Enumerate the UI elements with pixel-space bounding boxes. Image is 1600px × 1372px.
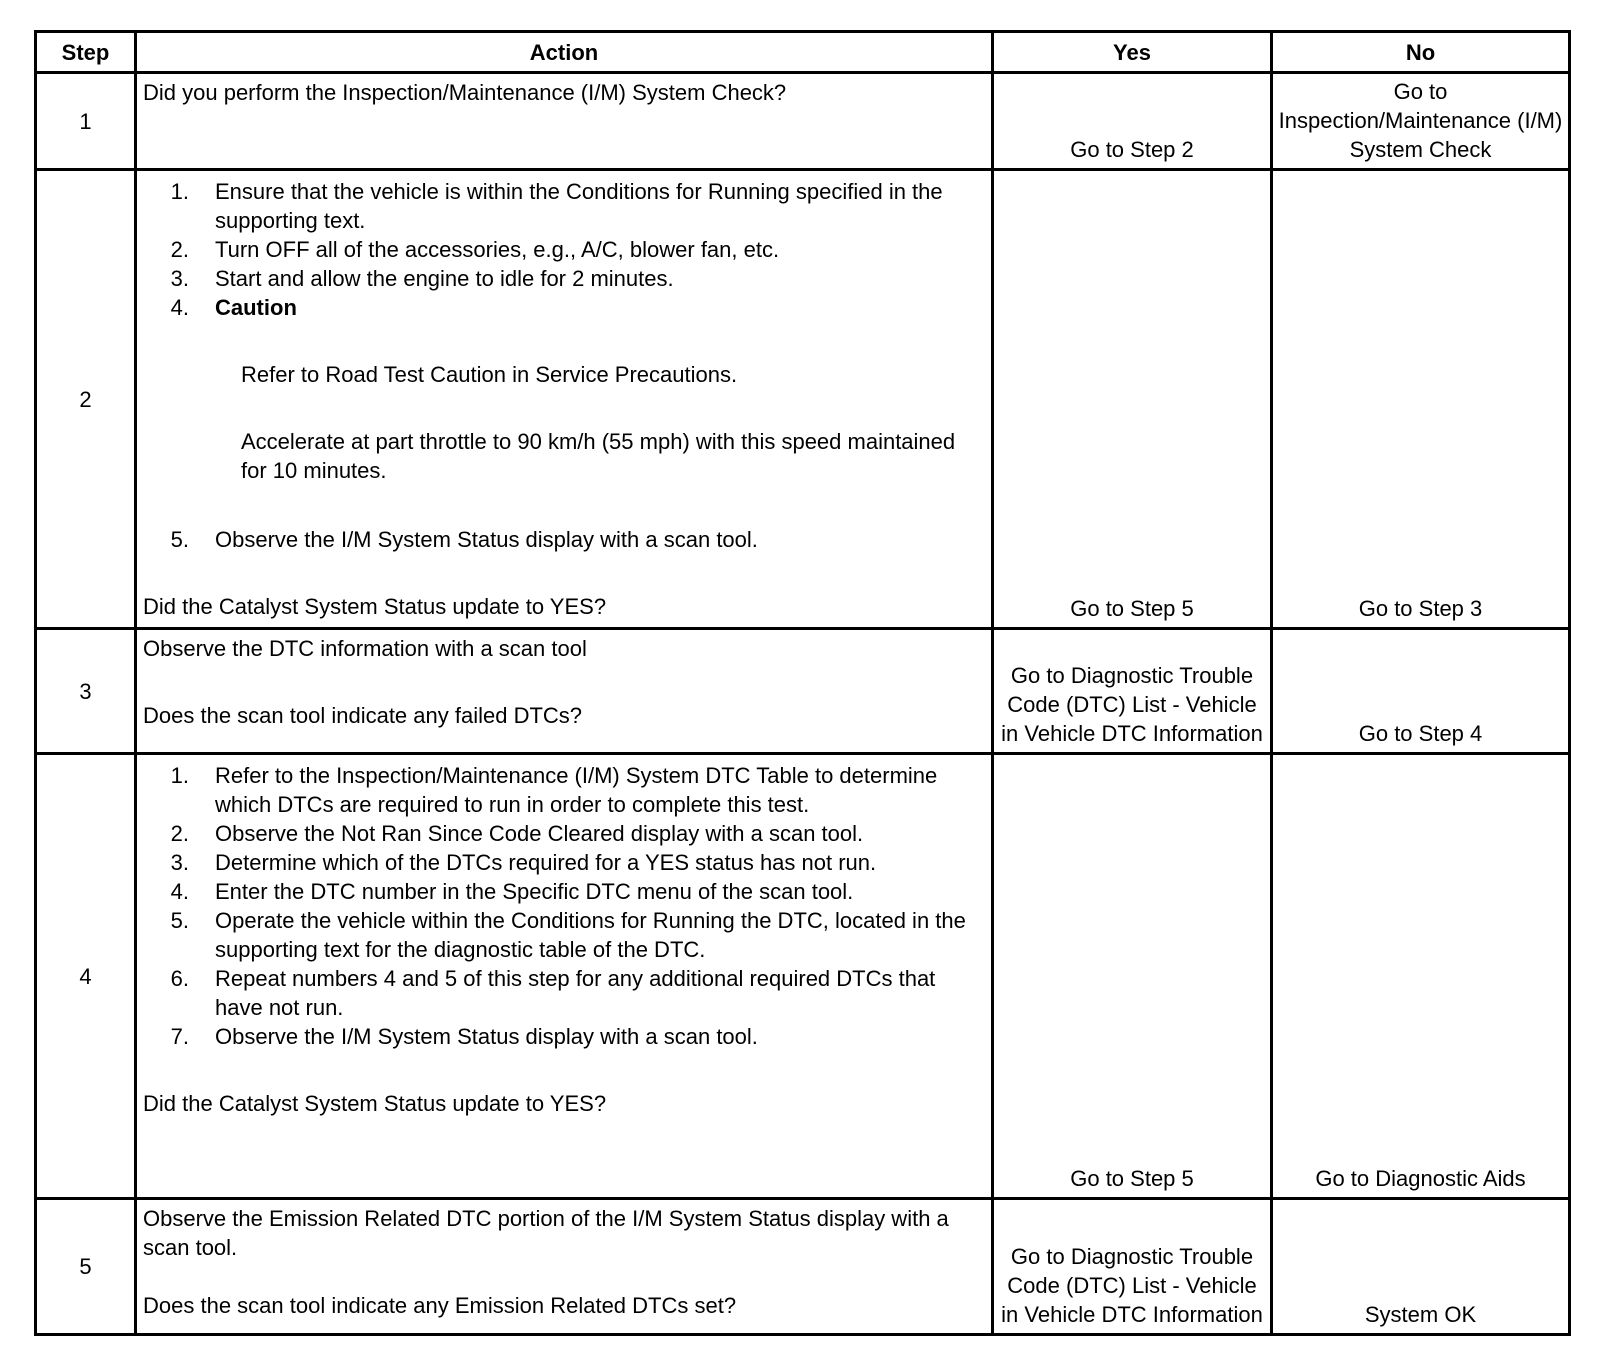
yes-cell: Go to Diagnostic Trouble Code (DTC) List - Vehicle in Vehicle DTC Information [993,629,1272,754]
header-no: No [1272,32,1570,73]
list-item: 2. Turn OFF all of the accessories, e.g., A/C, blower fan, etc. [170,237,780,262]
list-item: 7. Observe the I/M System Status display with a scan tool. [170,1024,758,1049]
table-row-step-5 [36,1199,1570,1335]
action-text: Did you perform the Inspection/Maintenance (I/M) System Check? [143,80,787,105]
yes-cell: Go to Diagnostic Trouble Code (DTC) List - Vehicle in Vehicle DTC Information [993,1199,1272,1335]
header-row [36,32,1570,73]
step-number: 3 [36,629,136,754]
step-number: 2 [36,170,136,629]
header-yes: Yes [993,32,1272,73]
list-item: 6. Repeat numbers 4 and 5 of this step for any additional required DTCs that have not run. [170,966,936,1020]
no-cell: System OK [1272,1199,1570,1335]
action-question: Did the Catalyst System Status update to YES? [143,594,607,619]
no-cell: Go to Step 4 [1272,629,1570,754]
action-cell [136,73,993,170]
diagnostic-table [34,30,1571,1336]
step-number: 1 [36,73,136,170]
caution-label: Caution [215,295,297,320]
no-cell: Go to Inspection/Maintenance (I/M) System Check [1272,73,1570,170]
action-steps-list [143,761,985,1051]
action-steps-list [143,525,985,554]
action-cell [136,754,993,1199]
header-action: Action [136,32,993,73]
action-cell [136,1199,993,1335]
header-step: Step [36,32,136,73]
yes-cell: Go to Step 5 [993,754,1272,1199]
step-number: 4 [36,754,136,1199]
caution-note: Refer to Road Test Caution in Service Precautions. [241,362,738,387]
list-item: 1. Ensure that the vehicle is within the Conditions for Running specified in the supporting text. [170,179,943,233]
table-row-step-2 [36,170,1570,629]
action-question: Does the scan tool indicate any Emission Related DTCs set? [143,1293,737,1318]
accelerate-note: Accelerate at part throttle to 90 km/h (55 mph) with this speed maintained for 10 minutes. [241,429,956,483]
action-steps-list [143,177,985,322]
action-text: Observe the Emission Related DTC portion of the I/M System Status display with a scan tool. [143,1206,949,1260]
list-item: 4. Caution [143,293,985,322]
table-row-step-4 [36,754,1570,1199]
yes-cell: Go to Step 2 [993,73,1272,170]
step-number: 5 [36,1199,136,1335]
action-cell [136,170,993,629]
list-item: 2. Observe the Not Ran Since Code Cleared display with a scan tool. [170,821,864,846]
list-item: 1. Refer to the Inspection/Maintenance (I/M) System DTC Table to determine which DTCs are required to run in order to complete this test. [170,763,938,817]
table-row-step-1 [36,73,1570,170]
action-cell [136,629,993,754]
list-item: 5. Observe the I/M System Status display with a scan tool. [170,527,758,552]
yes-cell: Go to Step 5 [993,170,1272,629]
action-question: Does the scan tool indicate any failed DTCs? [143,703,583,728]
list-item: 3. Start and allow the engine to idle for 2 minutes. [170,266,674,291]
action-question: Did the Catalyst System Status update to YES? [143,1091,607,1116]
list-item: 3. Determine which of the DTCs required for a YES status has not run. [170,850,877,875]
no-cell: Go to Diagnostic Aids [1272,754,1570,1199]
list-item: 4. Enter the DTC number in the Specific DTC menu of the scan tool. [170,879,854,904]
list-item: 5. Operate the vehicle within the Conditions for Running the DTC, located in the supporting text for the diagnostic table of the DTC. [170,908,966,962]
action-text: Observe the DTC information with a scan tool [143,636,587,661]
no-cell: Go to Step 3 [1272,170,1570,629]
table-row-step-3 [36,629,1570,754]
